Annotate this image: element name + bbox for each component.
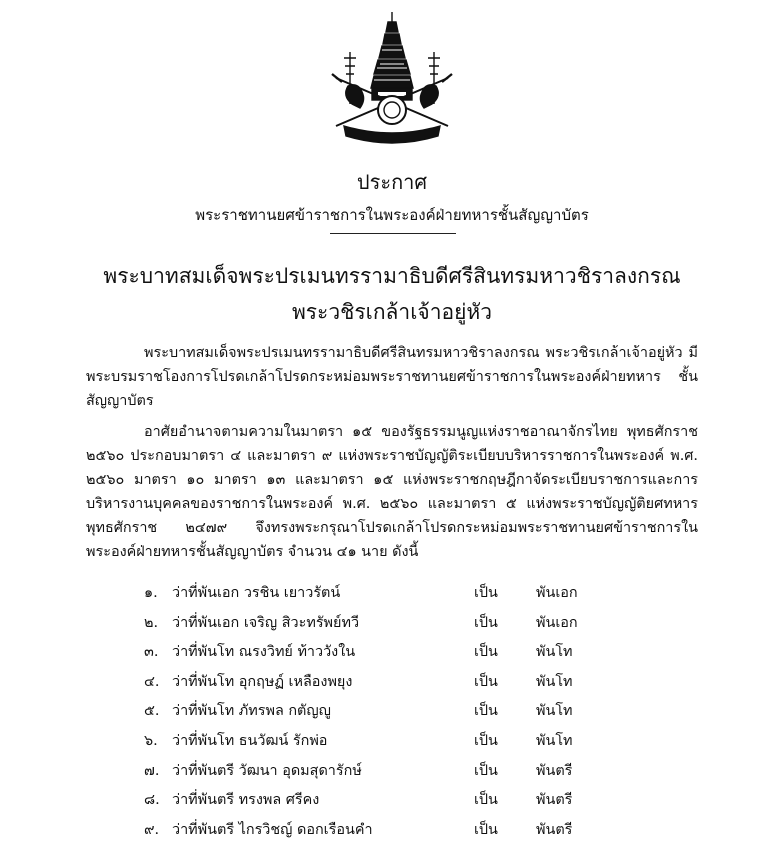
list-item [0, 640, 784, 670]
royal-emblem-crown-icon [322, 8, 462, 148]
announcement-subject: พระราชทานยศข้าราชการในพระองค์ฝ่ายทหารชั้นสัญญาบัตร [195, 206, 589, 224]
item-number: ๖. [144, 732, 158, 749]
item-name: ว่าที่พันโท ภัทรพล กตัญญู [172, 703, 331, 720]
item-number: ๑. [144, 585, 158, 601]
item-rank: พันตรี [536, 792, 573, 809]
list-item [0, 611, 784, 641]
paragraph-legal-basis-text: อาศัยอำนาจตามความในมาตรา ๑๕ ของรัฐธรรมนูญแห่งราชอาณาจักรไทย พุทธศักราช ๒๕๖๐ ประกอบมาตรา ๔ และมาตรา ๙ แห่งพระราชบัญญัติระเบียบบริหารราชการในพระองค์ พ.ศ. ๒๕๖๐ มาตรา ๑๐ มาตรา ๑๓ และมาตรา ๑๕ แห่งพระราชกฤษฎีกาจัดระเบียบราชการและการบริหารงานบุคคลของราชการในพระองค์ พ.ศ. ๒๕๖๐ และมาตรา ๕ แห่งพระราชบัญญัติยศทหาร พุทธศักราช ๒๔๗๙ จึงทรงพระกรุณาโปรดเกล้าโปรดกระหม่อมพระราชทานยศข้าราชการในพระองค์ฝ่ายทหารชั้นสัญญาบัตร จำนวน ๔๑ นาย ดังนี้ [86, 424, 698, 560]
item-number: ๓. [144, 644, 159, 661]
item-number: ๘. [144, 792, 160, 809]
item-as: เป็น [474, 673, 498, 690]
announcement-title: ประกาศ [356, 170, 428, 194]
item-rank: พันโท [536, 732, 573, 749]
paragraph-legal-basis [86, 420, 698, 564]
item-rank: พันตรี [536, 821, 573, 838]
item-name: ว่าที่พันโท ณรงวิทย์ ท้าววังใน [172, 644, 356, 661]
item-name: ว่าที่พันตรี ทรงพล ศรีคง [172, 792, 320, 809]
list-item [0, 581, 784, 611]
paragraph-proclamation-text: พระบาทสมเด็จพระปรเมนทรรามาธิบดีศรีสินทรมหาวชิราลงกรณ พระวชิรเกล้าเจ้าอยู่หัว มีพระบรมราชโองการโปรดเกล้าโปรดกระหม่อมพระราชทานยศข้าราชการในพระองค์ฝ่ายทหาร ชั้นสัญญาบัตร [86, 345, 698, 409]
item-name: ว่าที่พันเอก วรชิน เยาวรัตน์ [172, 585, 341, 601]
item-rank: พันเอก [536, 614, 578, 631]
item-as: เป็น [474, 614, 498, 631]
king-title-line-1: พระบาทสมเด็จพระปรเมนทรรามาธิบดีศรีสินทรมหาวชิราลงกรณ [103, 264, 681, 288]
title-divider [330, 233, 456, 234]
item-rank: พันโท [536, 673, 573, 690]
appointment-list [0, 581, 784, 847]
item-number: ๙. [144, 821, 160, 838]
item-name: ว่าที่พันเอก เจริญ สิวะทรัพย์ทวี [172, 614, 360, 631]
list-item [0, 759, 784, 789]
item-rank: พันโท [536, 703, 573, 720]
king-title-line-2: พระวชิรเกล้าเจ้าอยู่หัว [291, 300, 493, 324]
item-as: เป็น [474, 703, 498, 720]
item-as: เป็น [474, 821, 498, 838]
item-name: ว่าที่พันโท ธนวัฒน์ รักพ่อ [172, 732, 328, 749]
item-rank: พันตรี [536, 762, 573, 779]
item-number: ๔. [144, 673, 160, 690]
list-item [0, 729, 784, 759]
item-name: ว่าที่พันตรี วัฒนา อุดมสุดารักษ์ [172, 762, 362, 779]
item-as: เป็น [474, 644, 498, 661]
item-rank: พันโท [536, 644, 573, 661]
list-item [0, 670, 784, 700]
item-number: ๗. [144, 762, 160, 779]
item-number: ๒. [144, 614, 159, 631]
item-name: ว่าที่พันโท อุกฤษฏ์ เหลืองพยุง [172, 673, 353, 690]
item-as: เป็น [474, 792, 498, 809]
item-as: เป็น [474, 762, 498, 779]
item-as: เป็น [474, 732, 498, 749]
list-item [0, 818, 784, 847]
list-item [0, 788, 784, 818]
paragraph-proclamation [86, 341, 698, 413]
list-item [0, 699, 784, 729]
item-as: เป็น [474, 585, 498, 601]
item-number: ๕. [144, 703, 160, 720]
item-rank: พันเอก [536, 585, 578, 601]
item-name: ว่าที่พันตรี ไกรวิชญ์ ดอกเรือนคำ [172, 821, 373, 838]
